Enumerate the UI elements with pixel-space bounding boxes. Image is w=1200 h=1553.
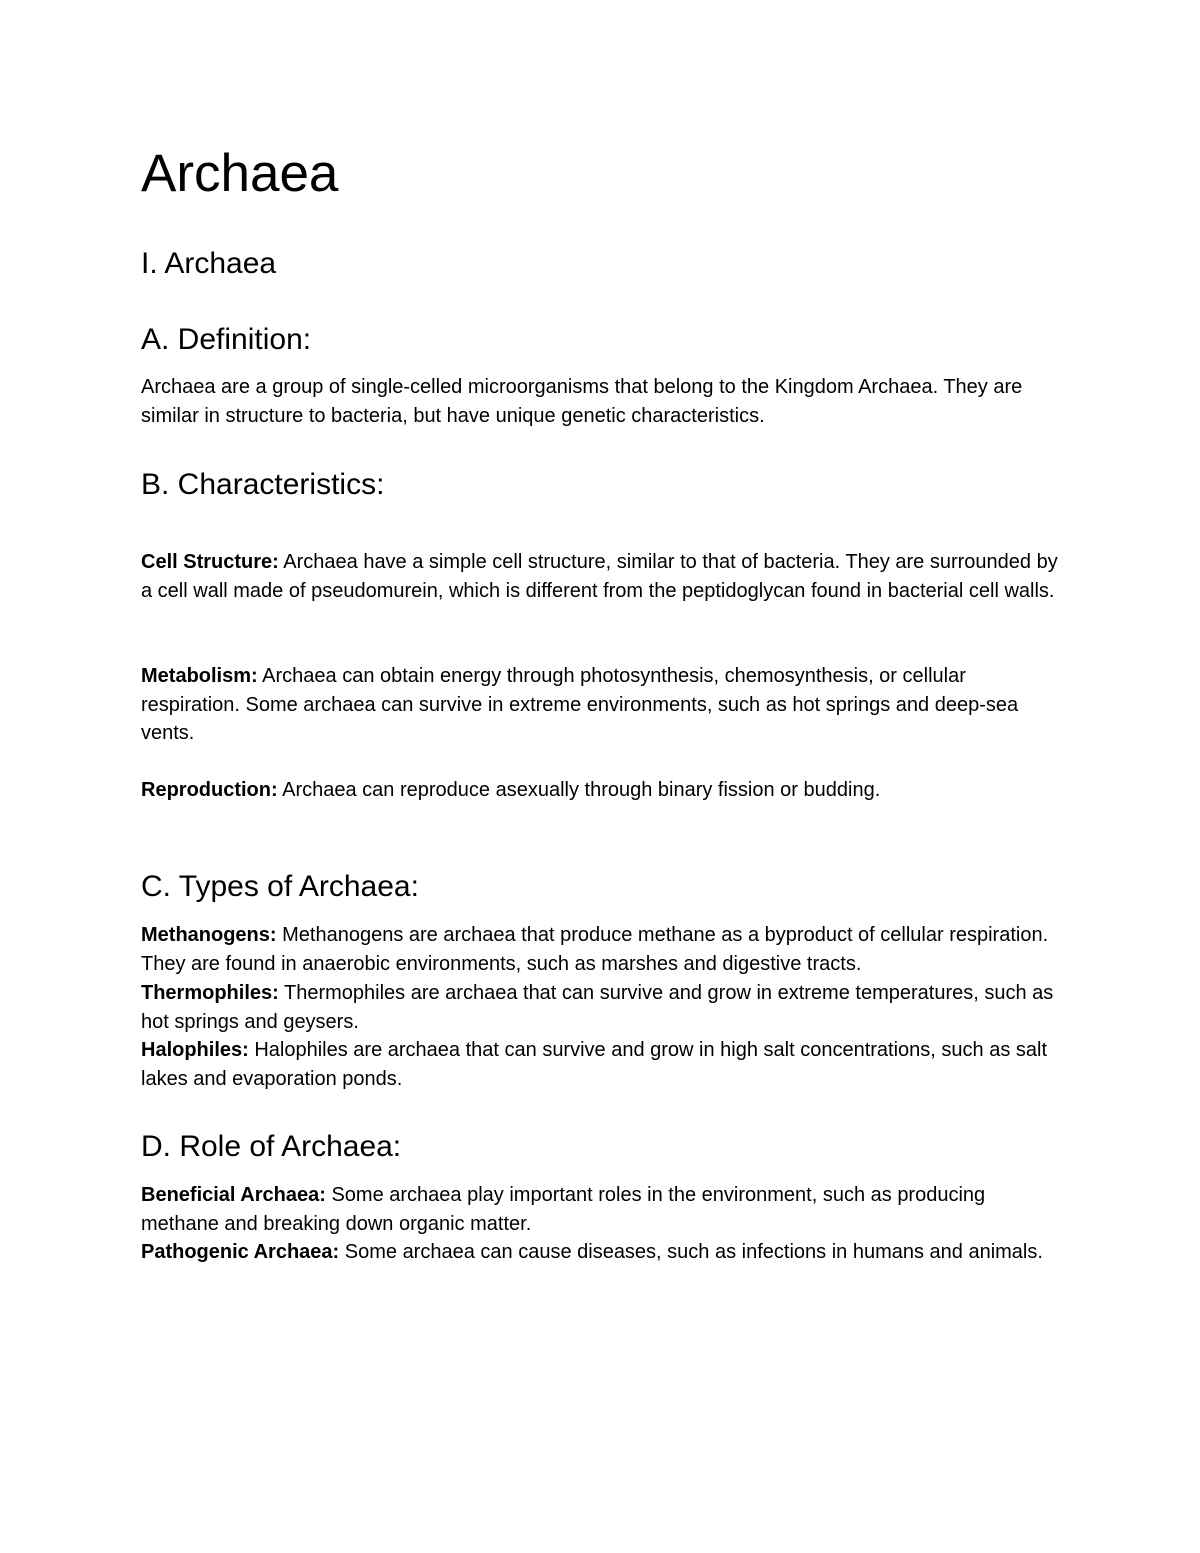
reproduction-label: Reproduction: [141, 779, 278, 801]
definition-heading: A. Definition: [141, 323, 312, 356]
cell-structure-text: Archaea have a simple cell structure, similar to that of bacteria. They are surrounded by a cell wall made of pseudomurein, which is different from the peptidoglycan found in bacterial cell walls. [141, 551, 1058, 602]
methanogens-text: Methanogens are archaea that produce methane as a byproduct of cellular respiration. They are found in anaerobic environments, such as marshes and digestive tracts. [141, 924, 1049, 975]
metabolism-label: Metabolism: [141, 665, 258, 687]
beneficial-paragraph [141, 1181, 1061, 1238]
section-heading: I. Archaea [141, 247, 277, 280]
methanogens-paragraph [141, 921, 1061, 978]
reproduction-text: Archaea can reproduce asexually through binary fission or budding. [277, 779, 881, 801]
halophiles-label: Halophiles: [141, 1039, 249, 1061]
role-heading: D. Role of Archaea: [141, 1130, 402, 1163]
methanogens-label: Methanogens: [141, 924, 277, 946]
thermophiles-paragraph [141, 979, 1061, 1036]
types-heading: C. Types of Archaea: [141, 870, 419, 903]
pathogenic-paragraph [141, 1238, 1061, 1267]
halophiles-paragraph [141, 1036, 1061, 1093]
cell-structure-paragraph [141, 548, 1061, 605]
document-title: Archaea [141, 144, 339, 203]
halophiles-text: Halophiles are archaea that can survive and grow in high salt concentrations, such as salt lakes and evaporation ponds. [141, 1039, 1048, 1090]
pathogenic-label: Pathogenic Archaea: [141, 1241, 340, 1263]
pathogenic-text: Some archaea can cause diseases, such as infections in humans and animals. [339, 1241, 1043, 1263]
metabolism-text: Archaea can obtain energy through photosynthesis, chemosynthesis, or cellular respiration. Some archaea can survive in extreme environments, such as hot springs and deep-sea vents. [141, 665, 1019, 744]
cell-structure-label: Cell Structure: [141, 551, 279, 573]
thermophiles-text: Thermophiles are archaea that can survive and grow in extreme temperatures, such as hot springs and geysers. [141, 982, 1054, 1033]
reproduction-paragraph [141, 776, 1061, 805]
thermophiles-label: Thermophiles: [141, 982, 279, 1004]
beneficial-text: Some archaea play important roles in the environment, such as producing methane and breaking down organic matter. [141, 1184, 986, 1235]
definition-text: Archaea are a group of single-celled microorganisms that belong to the Kingdom Archaea. They are similar in structure to bacteria, but have unique genetic characteristics. [141, 376, 1023, 427]
characteristics-heading: B. Characteristics: [141, 468, 385, 501]
beneficial-label: Beneficial Archaea: [141, 1184, 326, 1206]
metabolism-paragraph [141, 662, 1061, 748]
